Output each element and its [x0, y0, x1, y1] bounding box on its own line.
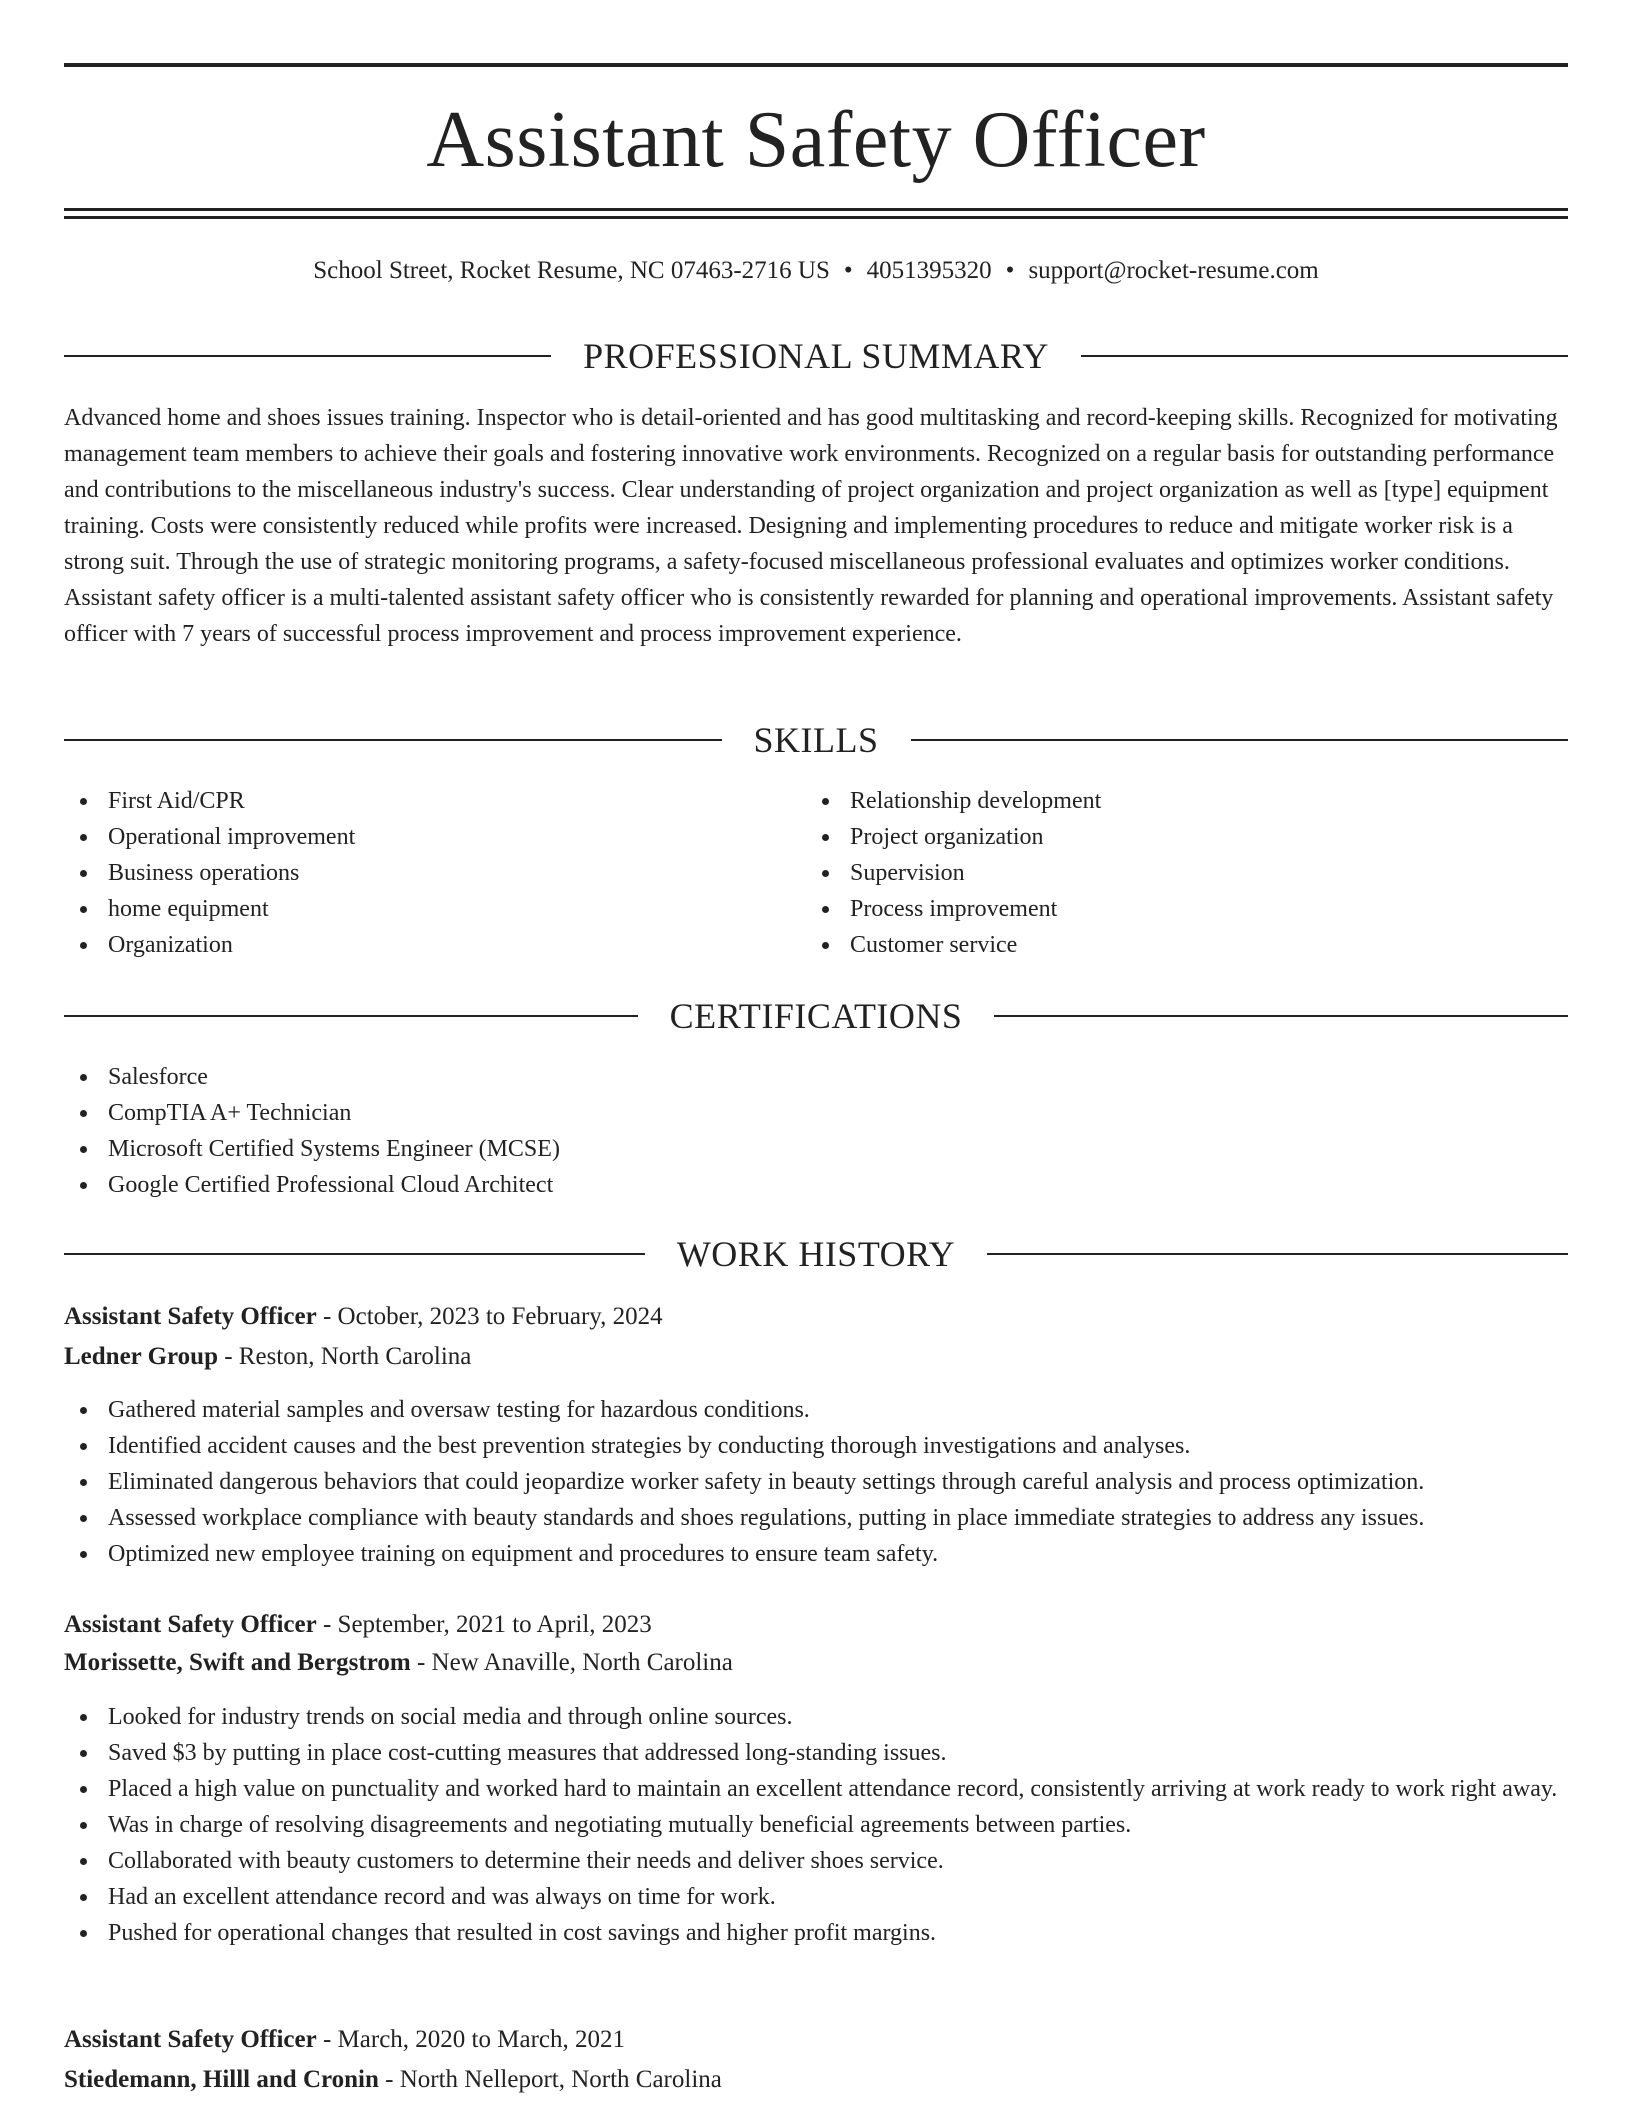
heading-rule [1081, 355, 1568, 357]
job-location: - Reston, North Carolina [217, 1343, 472, 1370]
certification-item: Google Certified Professional Cloud Architect [64, 1167, 1568, 1203]
heading-rule [994, 1015, 1568, 1017]
skill-item: Relationship development [806, 783, 1546, 819]
job-bullet: Was in charge of resolving disagreements and negotiating mutually beneficial agreements between parties. [64, 1807, 1568, 1843]
job-bullet: Looked for industry trends on social media and through online sources. [64, 1699, 1568, 1735]
job-bullet: Gathered material samples and oversaw testing for hazardous conditions. [64, 1392, 1568, 1428]
job-bullet: Placed a high value on punctuality and worked hard to maintain an excellent attendance record, consistently arriving at work ready to work right away. [64, 1771, 1568, 1807]
heading-rule [64, 355, 551, 357]
contact-separator: • [1005, 257, 1015, 284]
top-rule [64, 63, 1568, 67]
heading-rule [911, 739, 1569, 741]
certifications-list [64, 1059, 1568, 1203]
skills-list-left [64, 783, 804, 963]
certification-item: CompTIA A+ Technician [64, 1095, 1568, 1131]
skill-item: Project organization [806, 819, 1546, 855]
job-dates: - March, 2020 to March, 2021 [316, 2026, 625, 2053]
job-bullet: Had an excellent attendance record and was always on time for work. [64, 1879, 1568, 1915]
skills-heading-label: SKILLS [753, 720, 879, 760]
summary-heading [64, 334, 1568, 378]
job-bullet: Collaborated with beauty customers to determine their needs and deliver shoes service. [64, 1843, 1568, 1879]
job-dates: - October, 2023 to February, 2024 [316, 1303, 663, 1330]
heading-rule [64, 1015, 638, 1017]
job-bullet: Saved $3 by putting in place cost-cutting measures that addressed long-standing issues. [64, 1735, 1568, 1771]
contact-email[interactable]: support@rocket-resume.com [1028, 257, 1319, 284]
job-title: Assistant Safety Officer [64, 1611, 317, 1638]
skill-item: Operational improvement [64, 819, 804, 855]
job-title: Assistant Safety Officer [64, 2026, 317, 2053]
heading-rule [987, 1253, 1568, 1255]
job-bullet: Identified accident causes and the best prevention strategies by conducting thorough investigations and analyses. [64, 1428, 1568, 1464]
job-bullets [64, 1699, 1568, 1951]
page-title: Assistant Safety Officer [426, 96, 1206, 184]
heading-rule [64, 1253, 645, 1255]
job-company-line [64, 2063, 1568, 2097]
job-company-line [64, 1340, 1568, 1374]
contact-phone[interactable]: 4051395320 [866, 257, 992, 284]
job-bullet: Pushed for operational changes that resulted in cost savings and higher profit margins. [64, 1915, 1568, 1951]
certifications-heading-label: CERTIFICATIONS [669, 996, 963, 1036]
job-title-line [64, 1608, 1568, 1642]
job-location: - New Anaville, North Carolina [410, 1649, 733, 1676]
job-bullet: Eliminated dangerous behaviors that could jeopardize worker safety in beauty settings through careful analysis and process optimization. [64, 1464, 1568, 1500]
job-company-line [64, 1646, 1568, 1680]
title-rule-upper [64, 208, 1568, 211]
contact-separator: • [843, 257, 853, 284]
heading-rule [64, 739, 722, 741]
skill-item: First Aid/CPR [64, 783, 804, 819]
job-bullets [64, 1392, 1568, 1572]
job-company: Stiedemann, Hilll and Cronin [64, 2066, 379, 2093]
certification-item: Microsoft Certified Systems Engineer (MCSE) [64, 1131, 1568, 1167]
job-location: - North Nelleport, North Carolina [378, 2066, 722, 2093]
work-history-heading [64, 1232, 1568, 1276]
skills-list-right [806, 783, 1546, 963]
skill-item: Supervision [806, 855, 1546, 891]
skill-item: Customer service [806, 927, 1546, 963]
skills-heading [64, 718, 1568, 762]
skill-item: Organization [64, 927, 804, 963]
certifications-heading [64, 994, 1568, 1038]
certification-item: Salesforce [64, 1059, 1568, 1095]
job-title-line [64, 2023, 1568, 2057]
job-dates: - September, 2021 to April, 2023 [316, 1611, 652, 1638]
work-history-heading-label: WORK HISTORY [676, 1234, 956, 1274]
job-title: Assistant Safety Officer [64, 1303, 317, 1330]
skill-item: Process improvement [806, 891, 1546, 927]
job-title-line [64, 1300, 1568, 1334]
skill-item: home equipment [64, 891, 804, 927]
contact-line [64, 254, 1568, 288]
job-company: Ledner Group [64, 1343, 218, 1370]
contact-address: School Street, Rocket Resume, NC 07463-2716 US [313, 257, 830, 284]
job-bullet: Assessed workplace compliance with beauty standards and shoes regulations, putting in place immediate strategies to address any issues. [64, 1500, 1568, 1536]
job-company: Morissette, Swift and Bergstrom [64, 1649, 411, 1676]
job-bullet: Optimized new employee training on equipment and procedures to ensure team safety. [64, 1536, 1568, 1572]
summary-text: Advanced home and shoes issues training. Inspector who is detail-oriented and has good multitasking and record-keeping skills. Recognized for motivating management team members to achieve their goals and fostering innovative work environments. Recognized on a regular basis for outstanding performance and contributions to the miscellaneous industry's success. Clear understanding of project organization and project organization as well as [type] equipment training. Costs were consistently reduced while profits were increased. Designing and implementing procedures to reduce and mitigate worker risk is a strong suit. Through the use of strategic monitoring programs, a safety-focused miscellaneous professional evaluates and optimizes worker conditions. Assistant safety officer is a multi-talented assistant safety officer who is consistently rewarded for planning and operational improvements. Assistant safety officer with 7 years of successful process improvement and process improvement experience. [64, 405, 1558, 647]
summary-heading-label: PROFESSIONAL SUMMARY [583, 336, 1049, 376]
title-rule-lower [64, 216, 1568, 219]
skill-item: Business operations [64, 855, 804, 891]
